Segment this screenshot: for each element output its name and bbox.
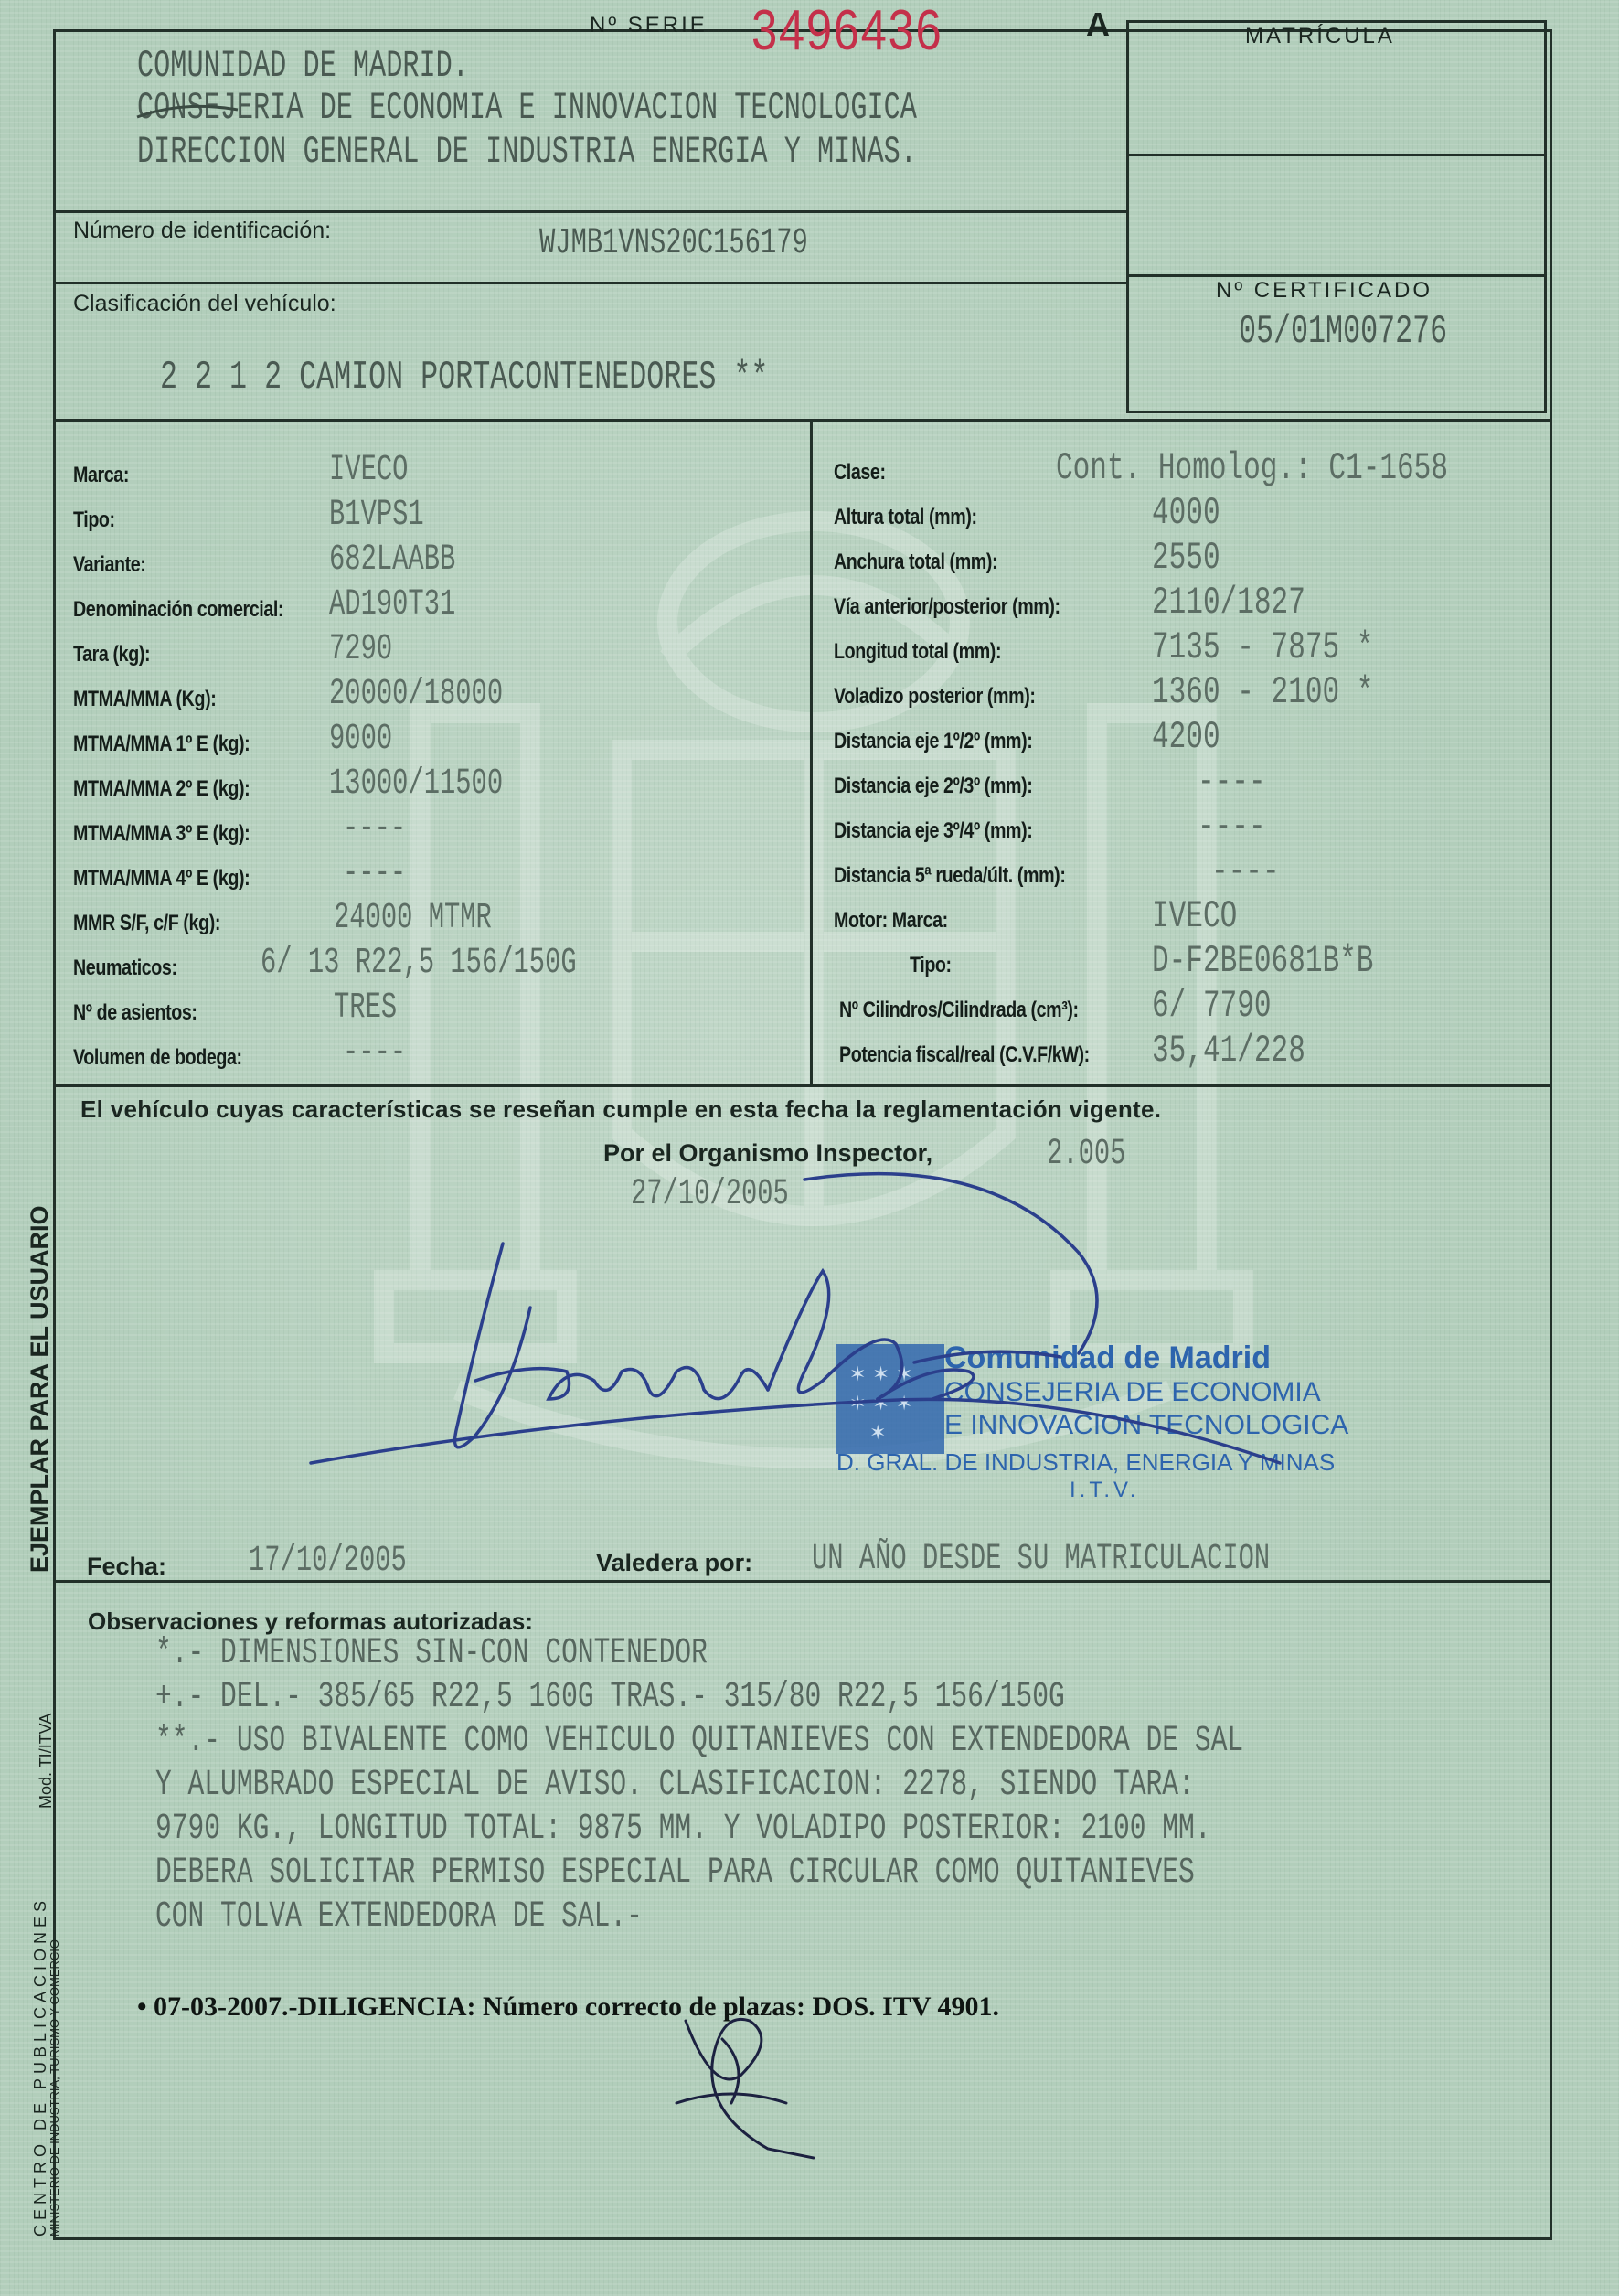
spec-right-value: 4200	[1152, 715, 1220, 759]
spec-left-label: Neumaticos:	[73, 956, 177, 980]
spec-right-label: Distancia eje 1º/2º (mm):	[834, 729, 1033, 753]
stamp-line-4: D. GRAL. DE INDUSTRIA, ENERGIA Y MINAS	[836, 1448, 1336, 1476]
spec-right-label: Nº Cilindros/Cilindrada (cm³):	[839, 998, 1079, 1022]
observation-line: **.- USO BIVALENTE COMO VEHICULO QUITANIEVES CON EXTENDEDORA DE SAL	[155, 1721, 1244, 1762]
observation-line: DEBERA SOLICITAR PERMISO ESPECIAL PARA CIRCULAR COMO QUITANIEVES	[155, 1853, 1195, 1894]
spec-left-value: 24000 MTMR	[334, 898, 492, 939]
printer-side-text-2: MINISTERIO DE INDUSTRIA, TURISMO Y COMERCIO	[48, 1938, 61, 2237]
rule-after-class	[53, 419, 1552, 422]
spec-left-value: ----	[343, 808, 407, 849]
spec-right-value: D-F2BE0681B*B	[1152, 939, 1374, 983]
spec-left-label: MTMA/MMA (Kg):	[73, 687, 217, 711]
spec-right-label: Distancia 5ª rueda/últ. (mm):	[834, 863, 1066, 888]
spec-column-divider	[810, 419, 813, 1086]
spec-right-value: ----	[1198, 805, 1266, 849]
spec-right-value: 2110/1827	[1152, 581, 1305, 625]
serie-label: Nº SERIE	[590, 13, 708, 37]
compliance-statement: El vehículo cuyas características se reseñan cumple en esta fecha la reglamentación vigente.	[80, 1095, 1162, 1123]
spec-right-value: 4000	[1152, 491, 1220, 535]
model-side-text: Mod. TI/ITVA	[37, 1713, 55, 1809]
id-label: Número de identificación:	[73, 218, 332, 243]
spec-left-label: Tipo:	[73, 507, 115, 532]
cert-divider	[1126, 274, 1547, 277]
diligencia-signature	[658, 1984, 841, 2167]
spec-left-label: MTMA/MMA 1º E (kg):	[73, 732, 250, 756]
spec-right-label: Clase:	[834, 460, 886, 485]
spec-right-label: Longitud total (mm):	[834, 639, 1002, 664]
spec-left-value: ----	[343, 853, 407, 894]
spec-right-label: Tipo:	[910, 953, 952, 977]
spec-left-value: 9000	[329, 719, 393, 760]
serie-number: 3496436	[751, 0, 943, 62]
spec-left-label: MTMA/MMA 4º E (kg):	[73, 866, 250, 891]
rule-after-header	[53, 210, 1128, 213]
spec-left-value: 13000/11500	[329, 764, 504, 805]
spec-left-label: Volumen de bodega:	[73, 1045, 242, 1070]
spec-right-value: IVECO	[1152, 894, 1238, 938]
spec-left-value: 20000/18000	[329, 674, 504, 715]
spec-left-label: Variante:	[73, 552, 146, 577]
org-line-3: DIRECCION GENERAL DE INDUSTRIA ENERGIA Y MINAS.	[137, 130, 917, 174]
spec-left-value: 682LAABB	[329, 539, 456, 581]
observation-line: 9790 KG., LONGITUD TOTAL: 9875 MM. Y VOLADIPO POSTERIOR: 2100 MM.	[155, 1809, 1211, 1850]
rule-after-specs	[53, 1084, 1552, 1087]
inspector-label: Por el Organismo Inspector,	[603, 1139, 933, 1167]
observation-line: +.- DEL.- 385/65 R22,5 160G TRAS.- 315/80 R22,5 156/150G	[155, 1677, 1065, 1718]
spec-left-label: Tara (kg):	[73, 642, 151, 667]
spec-right-value: 7135 - 7875 *	[1152, 625, 1374, 669]
inspector-signature	[293, 1161, 1298, 1490]
matricula-divider	[1126, 154, 1547, 156]
fecha-label: Fecha:	[87, 1553, 167, 1580]
cert-label: Nº CERTIFICADO	[1216, 278, 1433, 303]
spec-right-label: Voladizo posterior (mm):	[834, 684, 1036, 709]
spec-right-label: Motor: Marca:	[834, 908, 948, 933]
spec-right-label: Altura total (mm):	[834, 505, 977, 529]
spec-left-value: 7290	[329, 629, 393, 670]
spec-right-label: Anchura total (mm):	[834, 550, 998, 574]
id-value: WJMB1VNS20C156179	[539, 223, 808, 264]
spec-left-value: IVECO	[329, 450, 409, 491]
svg-text:✶: ✶	[869, 1422, 887, 1445]
spec-left-label: Denominación comercial:	[73, 597, 284, 622]
stamp-line-2: CONSEJERIA DE ECONOMIA	[944, 1377, 1321, 1407]
stamp-line-1: Comunidad de Madrid	[944, 1340, 1271, 1375]
spec-left-label: MTMA/MMA 2º E (kg):	[73, 776, 250, 801]
org-line-1: COMUNIDAD DE MADRID.	[137, 44, 469, 88]
org-line-2: CONSEJERIA DE ECONOMIA E INNOVACION TECNOLOGICA	[137, 86, 917, 130]
spec-right-label: Distancia eje 2º/3º (mm):	[834, 774, 1033, 798]
serie-rule	[53, 29, 583, 32]
spec-left-value: TRES	[334, 988, 398, 1029]
fecha-value: 17/10/2005	[249, 1541, 407, 1582]
rule-after-id	[53, 282, 1128, 284]
spec-right-value: Cont. Homolog.: C1-1658	[1056, 446, 1448, 490]
stamp-line-5: I.T.V.	[1070, 1478, 1140, 1502]
stamp-line-3: E INNOVACION TECNOLOGICA	[944, 1410, 1349, 1440]
spec-right-label: Distancia eje 3º/4º (mm):	[834, 818, 1033, 843]
spec-left-label: MMR S/F, c/F (kg):	[73, 911, 220, 935]
spec-right-label: Potencia fiscal/real (C.V.F/kW):	[839, 1042, 1090, 1067]
spec-right-value: ----	[1211, 849, 1280, 893]
spec-right-value: 35,41/228	[1152, 1029, 1305, 1073]
valedera-value: UN AÑO DESDE SU MATRICULACION	[812, 1539, 1271, 1580]
observation-line: *.- DIMENSIONES SIN-CON CONTENEDOR	[155, 1633, 708, 1674]
spec-right-value: ----	[1198, 760, 1266, 804]
spec-right-value: 6/ 7790	[1152, 984, 1272, 1028]
spec-left-label: Nº de asientos:	[73, 1000, 197, 1025]
class-label: Clasificación del vehículo:	[73, 291, 336, 316]
diligencia-note: • 07-03-2007.-DILIGENCIA: Número correcto de plazas: DOS. ITV 4901.	[137, 1992, 999, 2022]
inspection-date: 27/10/2005	[631, 1174, 789, 1215]
serie-letter: A	[1086, 5, 1110, 43]
header-strike-mark	[128, 91, 622, 128]
inspector-code: 2.005	[1047, 1134, 1126, 1175]
class-value: 2 2 1 2 CAMION PORTACONTENEDORES **	[160, 355, 769, 400]
printer-side-text-1: CENTRO DE PUBLICACIONES	[31, 1896, 49, 2237]
cert-value: 05/01M007276	[1239, 309, 1448, 355]
matricula-label: MATRÍCULA	[1245, 24, 1395, 48]
observation-line: CON TOLVA EXTENDEDORA DE SAL.-	[155, 1896, 643, 1938]
svg-text:✶ ✶ ✶: ✶ ✶ ✶	[849, 1363, 913, 1386]
spec-left-value: 6/ 13 R22,5 156/150G	[261, 943, 577, 984]
spec-left-label: MTMA/MMA 3º E (kg):	[73, 821, 250, 846]
spec-right-label: Vía anterior/posterior (mm):	[834, 594, 1060, 619]
ejemplar-side-text: EJEMPLAR PARA EL USUARIO	[26, 1205, 53, 1573]
spec-left-value: ----	[343, 1032, 407, 1073]
observation-line: Y ALUMBRADO ESPECIAL DE AVISO. CLASIFICACION: 2278, SIENDO TARA:	[155, 1765, 1195, 1806]
spec-left-value: B1VPS1	[329, 495, 424, 536]
spec-right-value: 2550	[1152, 536, 1220, 580]
observations-label: Observaciones y reformas autorizadas:	[88, 1607, 533, 1635]
spec-right-value: 1360 - 2100 *	[1152, 670, 1374, 714]
valedera-label: Valedera por:	[596, 1549, 753, 1576]
svg-text:✶ ✶ ✶: ✶ ✶ ✶	[849, 1393, 913, 1415]
spec-left-value: AD190T31	[329, 584, 456, 625]
spec-left-label: Marca:	[73, 463, 129, 487]
